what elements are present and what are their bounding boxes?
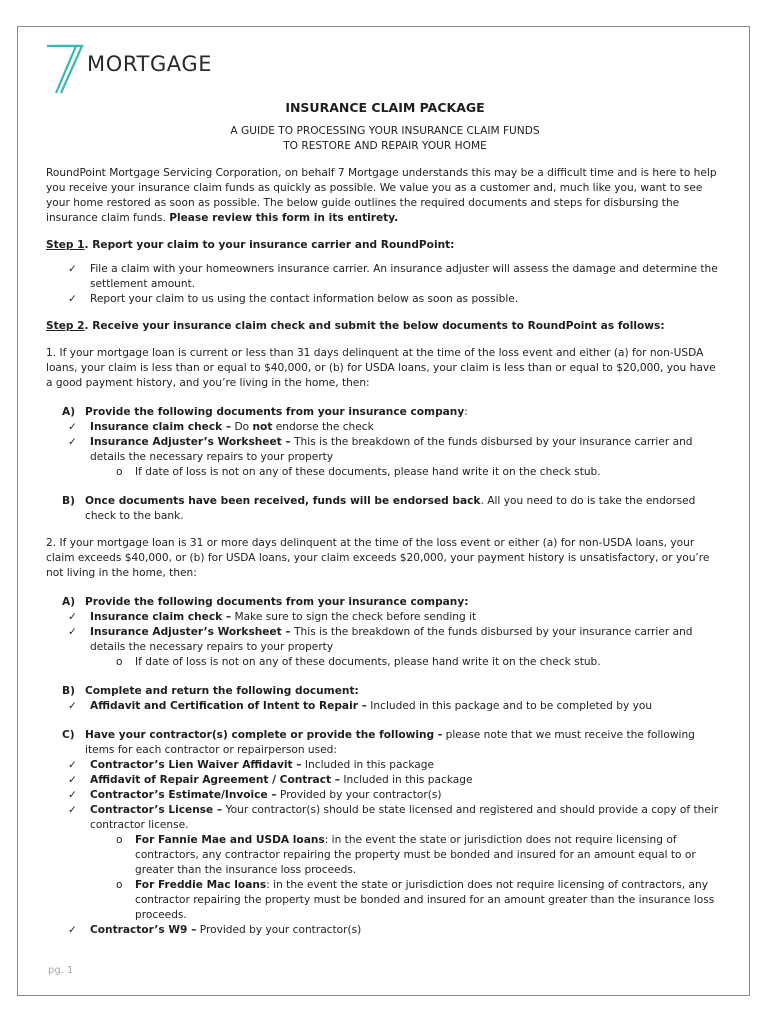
checkmark-icon: ✓	[68, 924, 77, 936]
intro-paragraph	[46, 166, 724, 226]
checkmark-icon: ✓	[68, 774, 77, 786]
item-bold: Insurance claim check –	[90, 611, 232, 623]
item-bold: Insurance claim check –	[90, 421, 232, 433]
section-label: C)	[62, 729, 75, 741]
item-bold: Affidavit of Repair Agreement / Contract –	[90, 774, 341, 786]
checkmark-icon: ✓	[68, 421, 77, 433]
bullet-circle-icon: o	[116, 466, 123, 478]
company-logo	[46, 43, 724, 95]
item-text: Provided by your contractor(s)	[196, 924, 362, 936]
list-item-text: File a claim with your homeowners insurance carrier. An insurance adjuster will assess the damage and determine the settlement amount.	[90, 263, 718, 290]
note-text: If date of loss is not on any of these documents, please hand write it on the check stub.	[135, 656, 601, 668]
checkmark-icon: ✓	[68, 263, 77, 275]
list-item	[46, 803, 724, 833]
checkmark-icon: ✓	[68, 789, 77, 801]
checkmark-icon: ✓	[68, 293, 77, 305]
step-2-text: . Receive your insurance claim check and submit the below documents to RoundPoint as follows:	[84, 320, 665, 332]
list-item	[46, 262, 724, 292]
section-label: A)	[62, 596, 76, 608]
case-2-section-a	[46, 595, 724, 610]
item-text: Included in this package	[340, 774, 473, 786]
seven-logo-icon	[46, 43, 86, 95]
bullet-circle-icon: o	[116, 656, 123, 668]
item-bold: Insurance Adjuster’s Worksheet –	[90, 626, 291, 638]
bullet-circle-icon: o	[116, 879, 123, 891]
item-text: Do	[231, 421, 253, 433]
case-1-text: 1. If your mortgage loan is current or less than 31 days delinquent at the time of the loss event and either (a) for non-USDA loans, your claim is less than or equal to $40,000, or (b) for USDA loans, your claim is less than or equal to $20,000, you have a good payment history, and you’re living in the home, then:	[46, 347, 716, 389]
list-item	[46, 758, 724, 773]
item-text: : in the event the state or jurisdiction does not require licensing of contractors, any contractor repairing the property must be bonded and insured for an amount equal to or greater than the insurance loss proceeds.	[135, 834, 696, 876]
section-label: B)	[62, 495, 75, 507]
step-2-heading	[46, 319, 724, 334]
section-heading: Provide the following documents from your insurance company:	[85, 596, 469, 608]
checkmark-icon: ✓	[68, 611, 77, 623]
item-bold: Contractor’s W9 –	[90, 924, 197, 936]
section-heading: Once documents have been received, funds will be endorsed back	[85, 495, 481, 507]
step-2-label: Step 2	[46, 320, 85, 332]
item-bold: For Fannie Mae and USDA loans	[135, 834, 325, 846]
case-2-text: 2. If your mortgage loan is 31 or more days delinquent at the time of the loss event or either (a) for non-USDA loans, your claim exceeds $40,000, or (b) for USDA loans, your claim exceeds $20,000, your payment history is unsatisfactory, or you’re not living in the home, then:	[46, 537, 710, 579]
section-heading: Complete and return the following document:	[85, 685, 359, 697]
item-text: Make sure to sign the check before sending it	[231, 611, 477, 623]
section-heading: Have your contractor(s) complete or provide the following -	[85, 729, 443, 741]
checkmark-icon: ✓	[68, 436, 77, 448]
item-text: : in the event the state or jurisdiction does not require licensing of contractors, any contractor repairing the property must be bonded and insured for an amount greater than the insurance loss proceeds.	[135, 879, 715, 921]
step-1-heading	[46, 238, 724, 253]
intro-text: RoundPoint Mortgage Servicing Corporation, on behalf 7 Mortgage understands this may be a difficult time and is here to help you receive your insurance claim funds as quickly as possible. We value you as a customer and, much like you, want to see your home restored as soon as possible. The below guide outlines the required documents and steps for disbursing the insurance claim funds.	[46, 167, 717, 224]
list-item-text: Report your claim to us using the contact information below as soon as possible.	[90, 293, 519, 305]
bullet-circle-icon: o	[116, 834, 123, 846]
item-bold: Contractor’s License –	[90, 804, 223, 816]
checkmark-icon: ✓	[68, 700, 77, 712]
item-text: Provided by your contractor(s)	[276, 789, 442, 801]
item-bold: Contractor’s Lien Waiver Affidavit –	[90, 759, 302, 771]
item-bold: For Freddie Mac loans	[135, 879, 267, 891]
section-text: . All you need to do is take the endorsed check to the bank.	[85, 495, 696, 522]
section-text: please note that we must receive the following items for each contractor or repairperson used:	[85, 729, 695, 756]
item-text: Included in this package and to be completed by you	[366, 700, 653, 712]
case-2-section-b	[46, 684, 724, 699]
checkmark-icon: ✓	[68, 626, 77, 638]
list-item	[46, 292, 724, 307]
list-item	[46, 923, 724, 938]
list-item	[46, 625, 724, 655]
section-label: A)	[62, 406, 76, 418]
section-label: B)	[62, 685, 75, 697]
list-item	[46, 435, 724, 465]
item-bold: Contractor’s Estimate/Invoice –	[90, 789, 277, 801]
case-1-section-b	[46, 494, 724, 524]
case-1-section-a	[46, 405, 724, 420]
page-title: INSURANCE CLAIM PACKAGE	[285, 100, 485, 115]
checkmark-icon: ✓	[68, 804, 77, 816]
checkmark-icon: ✓	[68, 759, 77, 771]
item-text-rest: endorse the check	[272, 421, 374, 433]
list-item	[46, 699, 724, 714]
section-colon: :	[464, 406, 468, 418]
step-1-text: . Report your claim to your insurance carrier and RoundPoint:	[84, 239, 455, 251]
item-bold-2: not	[252, 421, 273, 433]
list-item	[46, 878, 724, 923]
list-item	[46, 610, 724, 625]
subtitle-line-2: TO RESTORE AND REPAIR YOUR HOME	[283, 140, 487, 152]
list-item	[46, 655, 724, 670]
subtitle-line-1: A GUIDE TO PROCESSING YOUR INSURANCE CLAIM FUNDS	[230, 125, 540, 137]
item-text: Your contractor(s) should be state licensed and registered and should provide a copy of their contractor license.	[90, 804, 719, 831]
list-item	[46, 420, 724, 435]
intro-bold-text: Please review this form in its entirety.	[169, 212, 399, 224]
case-2-section-c	[46, 728, 724, 758]
item-text: This is the breakdown of the funds disbursed by your insurance carrier and details the necessary repairs to your property	[90, 436, 693, 463]
item-text: This is the breakdown of the funds disbursed by your insurance carrier and details the necessary repairs to your property	[90, 626, 693, 653]
item-bold: Insurance Adjuster’s Worksheet –	[90, 436, 291, 448]
page-number: pg. 1	[48, 965, 74, 976]
item-bold: Affidavit and Certification of Intent to Repair –	[90, 700, 367, 712]
list-item	[46, 465, 724, 480]
list-item	[46, 833, 724, 878]
document-content	[46, 43, 724, 938]
list-item	[46, 788, 724, 803]
section-heading: Provide the following documents from your insurance company	[85, 406, 465, 418]
logo-wordmark: MORTGAGE	[87, 52, 213, 76]
note-text: If date of loss is not on any of these documents, please hand write it on the check stub.	[135, 466, 601, 478]
list-item	[46, 773, 724, 788]
step-1-label: Step 1	[46, 239, 85, 251]
item-text: Included in this package	[301, 759, 435, 771]
document-page	[17, 26, 750, 996]
